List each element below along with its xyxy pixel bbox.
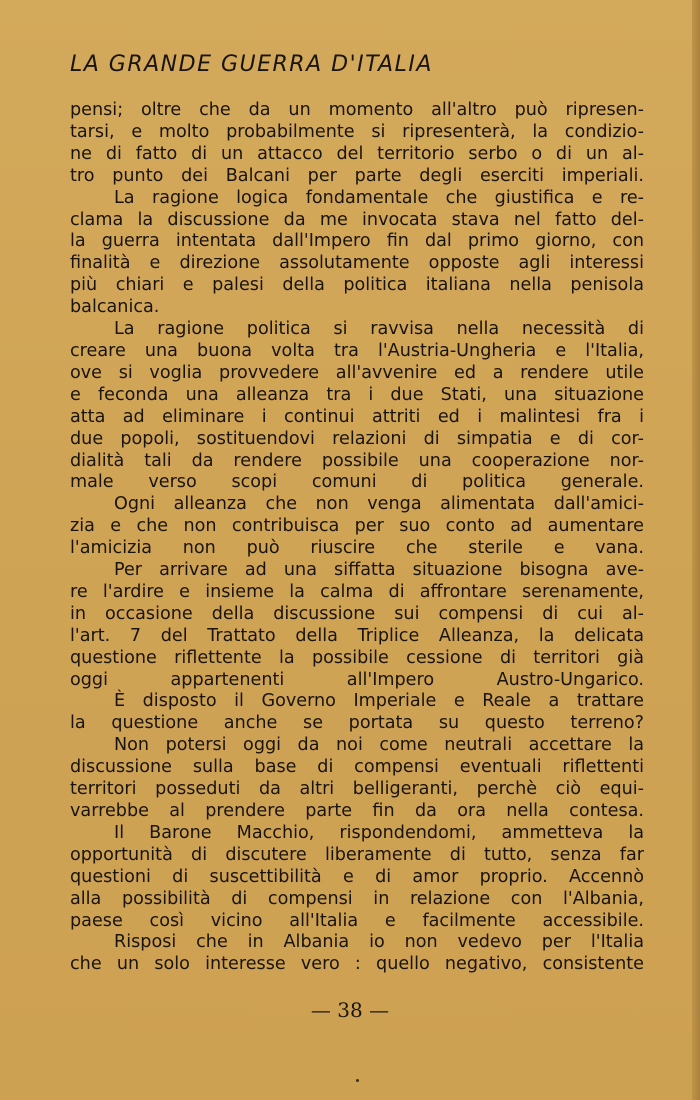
text-line: in occasione della discussione sui compensi di cui al- <box>70 603 644 624</box>
text-line: male verso scopi comuni di politica generale. <box>70 472 644 493</box>
text-line: creare una buona volta tra l'Austria-Ungheria e l'Italia, <box>70 340 644 361</box>
text-line: dialità tali da rendere possibile una cooperazione nor- <box>70 450 644 471</box>
text-line: l'art. 7 del Trattato della Triplice Alleanza, la delicata <box>70 625 644 646</box>
text-line: ne di fatto di un attacco del territorio serbo o di un al- <box>70 143 644 164</box>
text-line: che un solo interesse vero : quello negativo, consistente <box>70 954 644 975</box>
text-line: l'amicizia non può riuscire che sterile e vana. <box>70 538 644 559</box>
text-line: Non potersi oggi da noi come neutrali accettare la <box>114 735 644 756</box>
text-line: Il Barone Macchio, rispondendomi, ammetteva la <box>114 822 644 843</box>
text-line: tarsi, e molto probabilmente si ripresenterà, la condizio- <box>70 121 644 142</box>
text-line: opportunità di discutere liberamente di tutto, senza far <box>70 844 644 865</box>
text-line: atta ad eliminare i continui attriti ed i malintesi fra i <box>70 406 644 427</box>
speck-mark <box>356 1079 359 1082</box>
text-line: due popoli, sostituendovi relazioni di simpatia e di cor- <box>70 428 644 449</box>
paragraph <box>70 735 644 823</box>
text-line: varrebbe al prendere parte fin da ora nella contesa. <box>70 801 644 821</box>
text-line: re l'ardire e insieme la calma di affrontare serenamente, <box>70 581 644 602</box>
text-line: la guerra intentata dall'Impero fin dal primo giorno, con <box>70 231 644 252</box>
text-line: balcanica. <box>70 297 160 318</box>
text-line: Ogni alleanza che non venga alimentata dall'amici- <box>114 494 644 515</box>
text-line: clama la discussione da me invocata stava nel fatto del- <box>70 209 644 230</box>
paragraph <box>70 100 644 188</box>
text-line: più chiari e palesi della politica italiana nella penisola <box>70 275 644 296</box>
paragraph <box>70 691 644 735</box>
text-line: paese così vicino all'Italia e facilmente accessibile. <box>70 910 644 931</box>
text-line: ove si voglia provvedere all'avvenire ed a rendere utile <box>70 362 644 383</box>
text-line: tro punto dei Balcani per parte degli eserciti imperiali. <box>70 165 644 186</box>
text-line: È disposto il Governo Imperiale e Reale a trattare <box>114 691 644 712</box>
text-line: discussione sulla base di compensi eventuali riflettenti <box>70 757 644 778</box>
text-line: e feconda una alleanza tra i due Stati, una situazione <box>70 384 644 405</box>
text-line: Risposi che in Albania io non vedevo per l'Italia <box>114 932 644 953</box>
text-line: questione riflettente la possibile cessione di territori già <box>70 647 644 668</box>
text-line: La ragione logica fondamentale che giustifica e re- <box>114 187 644 208</box>
paragraph <box>70 823 644 933</box>
text-line: zia e che non contribuisca per suo conto ad aumentare <box>70 516 644 537</box>
text-line: territori posseduti da altri belligeranti, perchè ciò equi- <box>70 779 644 800</box>
text-line: oggi appartenenti all'Impero Austro-Ungarico. <box>70 669 644 690</box>
paragraph <box>70 494 644 560</box>
text-line: alla possibilità di compensi in relazione con l'Albania, <box>70 888 644 909</box>
page-edge-shadow <box>692 0 700 1100</box>
text-line: la questione anche se portata su questo terreno? <box>70 713 644 734</box>
text-line: La ragione politica si ravvisa nella necessità di <box>114 319 644 340</box>
running-title: LA GRANDE GUERRA D'ITALIA <box>70 52 433 77</box>
body-text <box>70 100 644 976</box>
paragraph <box>70 188 644 319</box>
paragraph <box>70 319 644 494</box>
paragraph <box>70 932 644 976</box>
text-line: Per arrivare ad una siffatta situazione bisogna ave- <box>114 560 644 581</box>
text-line: pensi; oltre che da un momento all'altro può ripresen- <box>70 100 644 120</box>
page-number: — 38 — <box>310 998 390 1022</box>
text-line: questioni di suscettibilità e di amor proprio. Accennò <box>70 866 644 887</box>
paragraph <box>70 560 644 691</box>
text-line: finalità e direzione assolutamente opposte agli interessi <box>70 253 644 274</box>
